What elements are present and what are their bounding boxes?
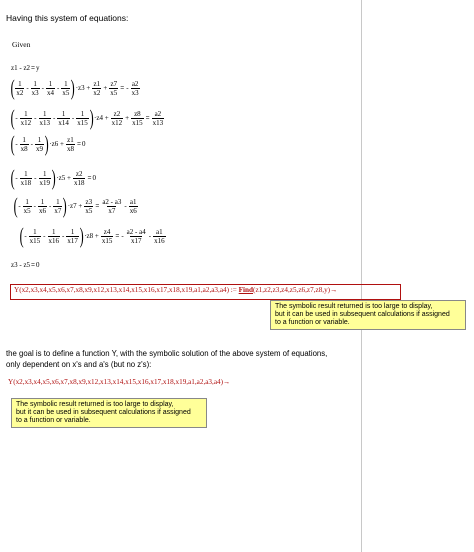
eq2-frac-5: $\frac{z1}{x2}$ <box>93 79 101 97</box>
eq7-frac-1: $\frac{1}{x15}$ <box>29 227 41 245</box>
eval-arrow: → <box>223 378 231 386</box>
eq2-minus-2: - <box>41 84 45 92</box>
tooltip2-line-1: The symbolic result returned is too large to display, <box>16 401 174 408</box>
eq3-frac-6: $\frac{z8}{x15}$ <box>132 109 143 127</box>
eq2-minus-1: - <box>26 84 29 92</box>
eq6-eqsign: = <box>95 202 100 210</box>
eq6-frac-2: $\frac{1}{x6}$ <box>39 197 47 215</box>
eq2-frac-7: $\frac{a2}{x3}$ <box>131 79 139 97</box>
eq7-frac-3: $\frac{1}{x17}$ <box>67 227 78 245</box>
goal-text[interactable] <box>6 348 327 370</box>
eq3-frac-4: $\frac{1}{x15}$ <box>77 109 88 127</box>
eq4-close-paren: ) <box>44 131 49 156</box>
find-args: (z1,z2,z3,z4,z5,z6,z7,z8,y) <box>253 286 331 294</box>
eq3-plus: + <box>125 114 130 122</box>
find-keyword: Find <box>238 286 254 294</box>
symbolic-result-tooltip-2 <box>11 398 207 428</box>
find-definition[interactable] <box>14 286 337 294</box>
equation-1[interactable] <box>11 64 40 72</box>
eq3-frac-5: $\frac{z2}{x12}$ <box>111 109 123 127</box>
tooltip1-line-3: to a function or variable. <box>275 319 350 326</box>
eq6-lead-minus: - <box>18 202 21 210</box>
eq3-minus-1: - <box>34 114 37 122</box>
eq2-frac-2: $\frac{1}{x3}$ <box>31 79 39 97</box>
eq7-mult: ·z8 + <box>84 232 99 240</box>
tooltip1-line-1: The symbolic result returned is too large to display, <box>275 303 433 310</box>
eq6-minus-rhs: - <box>124 202 127 210</box>
eq5-rhs: 0 <box>92 174 96 182</box>
eq6-close-paren: ) <box>63 193 68 218</box>
given-keyword[interactable]: Given <box>12 40 31 49</box>
eq8-eqsign: = <box>31 261 36 269</box>
eq6-frac-1: $\frac{1}{x5}$ <box>23 197 31 215</box>
eq2-mult: ·z3 + <box>75 84 91 92</box>
eq3-frac-3: $\frac{1}{x14}$ <box>58 109 69 127</box>
eq6-frac-3: $\frac{1}{x7}$ <box>54 197 62 215</box>
eq4-frac-1: $\frac{1}{x8}$ <box>20 135 28 153</box>
eq7-frac-6: $\frac{a1}{x16}$ <box>154 227 165 245</box>
eq4-minus-1: - <box>30 140 34 148</box>
eq1-lhs: z1 - z2 <box>11 64 31 72</box>
eq6-frac-6: $\frac{a1}{x6}$ <box>129 197 137 215</box>
eq7-open-paren: ( <box>19 223 24 248</box>
eq7-frac-5: $\frac{a2 - a4}{x17}$ <box>126 227 146 245</box>
intro-text[interactable]: Having this system of equations: <box>6 13 129 23</box>
eq7-frac-2: $\frac{1}{x16}$ <box>48 227 60 245</box>
eq2-frac-3: $\frac{1}{x4}$ <box>47 79 55 97</box>
eq3-frac-2: $\frac{1}{x13}$ <box>39 109 51 127</box>
page-boundary-line <box>361 0 362 552</box>
eq3-lead-minus: - <box>15 114 18 122</box>
eq2-frac-4: $\frac{1}{x5}$ <box>62 79 70 97</box>
eq3-frac-7: $\frac{a2}{x13}$ <box>152 109 164 127</box>
eq2-minus-rhs: - <box>126 84 129 92</box>
eq6-mult: ·z7 + <box>67 202 83 210</box>
equation-6[interactable] <box>14 195 139 217</box>
eval-expr: Y(x2,x3,x4,x5,x6,x7,x8,x9,x12,x13,x14,x15,x16,x17,x18,x19,a1,a2,a3,a4) <box>8 378 224 386</box>
eq1-eqsign: = <box>31 64 36 72</box>
eq1-rhs: y <box>36 64 40 72</box>
equation-3[interactable] <box>11 107 165 129</box>
eq4-rhs: 0 <box>81 140 86 148</box>
symbolic-result-tooltip-1 <box>270 300 466 330</box>
eq5-lead-minus: - <box>15 174 18 182</box>
eq7-minus-1: - <box>43 232 46 240</box>
eq7-rhs-lead-minus: - <box>121 232 124 240</box>
tooltip2-line-3: to a function or variable. <box>16 417 91 424</box>
eq2-minus-3: - <box>57 84 60 92</box>
eq3-minus-2: - <box>53 114 56 122</box>
find-lhs: Y(x2,x3,x4,x5,x6,x7,x8,x9,x12,x13,x14,x15,x16,x17,x18,x19,a1,a2,a3,a4) := <box>14 286 237 294</box>
eq4-open-paren: ( <box>10 131 15 156</box>
eq5-frac-2: $\frac{1}{x19}$ <box>39 169 51 187</box>
eq7-minus-rhs: - <box>148 232 152 240</box>
equation-8[interactable] <box>11 261 40 269</box>
eq6-frac-4: $\frac{z3}{x5}$ <box>85 197 93 215</box>
eq6-minus-2: - <box>49 202 52 210</box>
tooltip1-line-2: but it can be used in subsequent calculations if assigned <box>275 311 450 318</box>
eq2-open-paren: ( <box>10 75 15 100</box>
eq3-close-paren: ) <box>89 105 94 130</box>
eq5-eqsign: = <box>87 174 92 182</box>
eq7-eqsign: = <box>115 232 120 240</box>
eq5-frac-3: $\frac{z2}{x18}$ <box>73 169 85 187</box>
eq5-minus-1: - <box>34 174 37 182</box>
eq8-lhs: z3 - z5 <box>11 261 31 269</box>
eq4-frac-3: $\frac{z1}{x8}$ <box>66 135 74 153</box>
eq8-rhs: 0 <box>36 261 40 269</box>
eq3-mult: ·z4 + <box>94 114 109 122</box>
eq6-open-paren: ( <box>13 193 18 218</box>
find-arrow: → <box>330 286 338 294</box>
eq3-eqsign: = <box>145 114 150 122</box>
equation-4[interactable] <box>11 133 85 155</box>
eq7-minus-2: - <box>62 232 65 240</box>
eq4-mult: ·z6 + <box>49 140 64 148</box>
tooltip2-line-2: but it can be used in subsequent calculations if assigned <box>16 409 191 416</box>
eq5-close-paren: ) <box>51 165 56 190</box>
eq5-frac-1: $\frac{1}{x18}$ <box>20 169 32 187</box>
eq5-open-paren: ( <box>10 165 15 190</box>
equation-5[interactable] <box>11 167 96 189</box>
goal-line-1: the goal is to define a function Y, with the symbolic solution of the above system of equations, <box>6 349 328 358</box>
eq3-open-paren: ( <box>10 105 15 130</box>
eq2-close-paren: ) <box>71 75 76 100</box>
eq2-plus: + <box>103 84 108 92</box>
eq3-frac-1: $\frac{1}{x12}$ <box>20 109 32 127</box>
eq4-frac-2: $\frac{1}{x9}$ <box>36 135 44 153</box>
eq5-mult: ·z5 + <box>56 174 71 182</box>
y-evaluation[interactable] <box>8 378 230 386</box>
equation-2[interactable] <box>11 77 141 99</box>
eq7-close-paren: ) <box>79 223 84 248</box>
eq7-lead-minus: - <box>24 232 27 240</box>
eq2-eqsign: = <box>120 84 125 92</box>
eq3-minus-3: - <box>71 114 75 122</box>
eq4-lead-minus: - <box>15 140 18 148</box>
eq6-frac-5: $\frac{a2 - a3}{x7}$ <box>102 197 122 215</box>
eq2-frac-6: $\frac{z7}{x5}$ <box>110 79 118 97</box>
eq2-frac-1: $\frac{1}{x2}$ <box>16 79 24 97</box>
eq7-frac-4: $\frac{z4}{x15}$ <box>101 227 113 245</box>
eq6-minus-1: - <box>33 202 37 210</box>
equation-7[interactable] <box>20 225 167 247</box>
goal-line-2: only dependent on x's and a's (but no z's): <box>6 360 152 369</box>
eq4-eqsign: = <box>76 140 81 148</box>
